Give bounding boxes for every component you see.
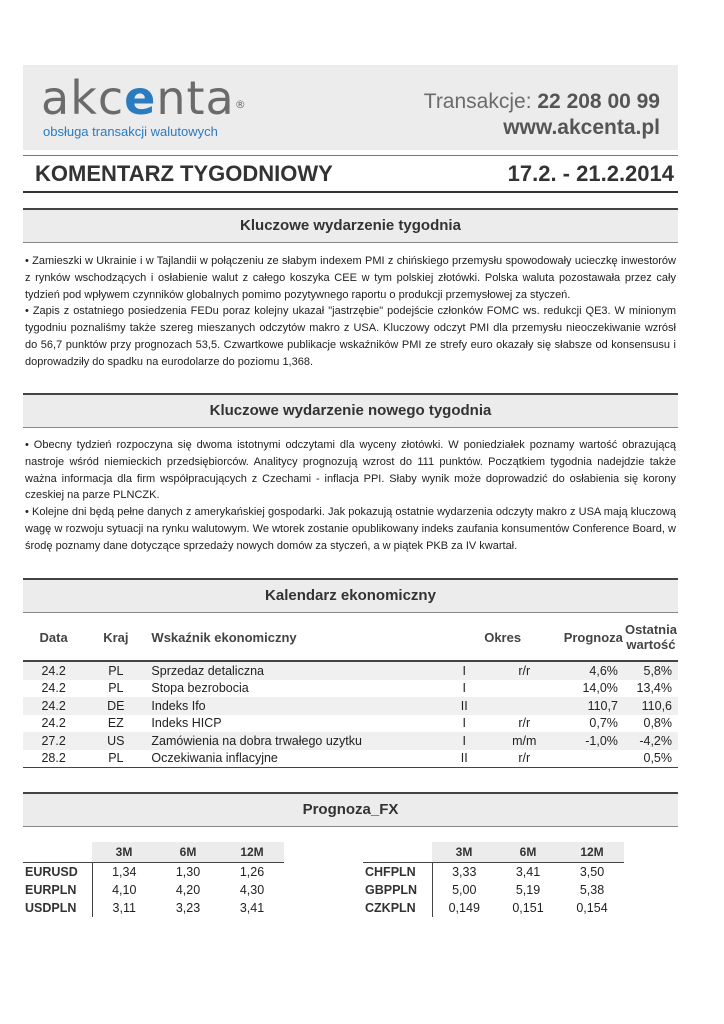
cell-last: 5,8% [624, 661, 678, 680]
forecast-value: 4,20 [175, 883, 201, 897]
week-events-text [25, 253, 676, 371]
cell-last: 13,4% [636, 681, 672, 696]
cell-country: US [84, 732, 147, 750]
col-header-3m: 3M [432, 842, 496, 863]
paragraph: • Kolejne dni będą pełne danych z amerykańskiej gospodarki. Jak pokazują ostatnie wydarzenia odczyty makro z USA mają kluczową wagę w rozwoju sytuacji na rynku walutowym. We wtorek zostanie opublikowany indeks zaufania konsumentów Conference Board, w środę poznamy dane dotyczące sprzedaży nowych domów za styczeń, a w piątek PKB za IV kwartał. [25, 506, 676, 552]
fx-forecast-table-left [23, 842, 284, 917]
cell-forecast: -1,0% [563, 732, 624, 750]
currency-pair: EURPLN [25, 883, 77, 897]
cell-forecast: 14,0% [582, 681, 618, 696]
cell-date: 24.2 [41, 681, 66, 696]
table-row [23, 863, 284, 882]
table-row [363, 881, 624, 899]
forecast-value: 5,19 [515, 883, 541, 897]
phone-label: Transakcje: [423, 90, 532, 113]
col-header-6m: 6M [156, 842, 220, 863]
paragraph: • Zapis z ostatniego posiedzenia FEDu poraz kolejny ukazał "jastrzębie" podejście członków FOMC ws. redukcji QE3. W minionym tygodniu poznaliśmy także szereg mieszanych odczytów makro z USA. Kluczowy odczyt PMI dla przemysłu nieoczekiwanie wzrósł do 56,7 punktów przy prognozach 53,5. Czwartkowe publikacje wskaźników PMI ze strefy euro okazały się słabsze od konsensusu i doprowadziły do spadku na eurodolarze do poziomu 1,368. [25, 305, 676, 368]
cell-country: DE [84, 697, 147, 715]
cell-basis: r/r [518, 716, 531, 731]
cell-last: 0,5% [624, 750, 678, 768]
col-header-last: Ostatnia wartość [624, 614, 678, 661]
table-row [23, 715, 678, 733]
paragraph: • Zamieszki w Ukrainie i w Tajlandii w połączeniu ze słabym indexem PMI z chińskiego przemysłu spowodowały ucieczkę inwestorów z rynków wschodzących i osłabienie walut z całego koszyka CEE w tym polskiej złotówki. Polska waluta pozostawała przez cały tydzień pod wpływem czynników globalnych pomimo pozytywnego raportu o produkcji przemysłowej za styczeń. [25, 255, 676, 301]
cell-period: I [462, 681, 466, 696]
contact-block [424, 90, 660, 140]
forecast-value: 4,10 [92, 881, 156, 899]
cell-forecast: 110,7 [563, 697, 624, 715]
cell-forecast: 0,7% [589, 716, 618, 731]
cell-indicator: Zamówienia na dobra trwałego uzytku [147, 732, 442, 750]
next-week-events-text [25, 437, 676, 555]
header-banner [23, 65, 678, 150]
cell-period: I [443, 732, 486, 750]
forecast-value: 1,30 [156, 863, 220, 882]
section-heading-week: Kluczowe wydarzenie tygodnia [23, 208, 678, 243]
forecast-value: 0,151 [512, 901, 544, 915]
forecast-value: 5,38 [579, 883, 605, 897]
currency-pair: GBPPLN [365, 883, 418, 897]
cell-indicator: Stopa bezrobocia [151, 681, 249, 696]
cell-period: I [462, 716, 466, 731]
table-row [23, 680, 678, 698]
col-header-forecast: Prognoza [563, 614, 624, 661]
cell-date: 24.2 [23, 661, 84, 680]
cell-last: -4,2% [624, 732, 678, 750]
cell-basis: r/r [486, 750, 563, 768]
section-heading-calendar: Kalendarz ekonomiczny [23, 578, 678, 613]
paragraph: • Obecny tydzień rozpoczyna się dwoma istotnymi odczytami dla wyceny złotówki. W poniedziałek poznamy wartość obrazującą nastroje wśród niemieckich przedsiębiorców. Analitycy prognozują wzrost do 111 punktów. Początkiem tygodnia nadejdzie także ważna informacja dla firm współpracujących z Czechami - inflacja PPI. Słaby wynik może doprowadzić do osłabienia się korony czeskiej na parze PLNCZK. [25, 439, 676, 502]
section-heading-fx: Prognoza_FX [23, 792, 678, 827]
cell-indicator: Indeks HICP [151, 716, 222, 731]
cell-last: 0,8% [643, 716, 672, 731]
forecast-value: 3,23 [175, 901, 201, 915]
col-header-period: Okres [443, 614, 563, 661]
cell-period: II [443, 697, 486, 715]
currency-pair: CZKPLN [365, 901, 416, 915]
cell-date: 24.2 [41, 716, 66, 731]
table-row [363, 899, 624, 917]
forecast-value: 1,34 [92, 863, 156, 882]
cell-period: II [443, 750, 486, 768]
logo-tagline: obsługa transakcji walutowych [43, 124, 218, 139]
col-header-date: Data [23, 614, 84, 661]
cell-basis [486, 680, 563, 698]
economic-calendar-table [23, 614, 678, 768]
cell-country: PL [108, 681, 124, 696]
forecast-value: 4,30 [239, 883, 265, 897]
akcenta-logo: akcenta® [41, 71, 246, 125]
table-row [363, 863, 624, 882]
fx-forecast-table-right [363, 842, 624, 917]
cell-last: 110,6 [624, 697, 678, 715]
cell-period: I [443, 661, 486, 680]
forecast-value: 5,00 [432, 881, 496, 899]
forecast-value: 3,41 [496, 863, 560, 882]
cell-basis [486, 697, 563, 715]
currency-pair: CHFPLN [363, 863, 432, 882]
col-header-12m: 12M [560, 842, 624, 863]
table-row [23, 697, 678, 715]
cell-basis: m/m [486, 732, 563, 750]
forecast-value: 0,149 [432, 899, 496, 917]
col-header-12m: 12M [220, 842, 284, 863]
website-link[interactable]: www.akcenta.pl [503, 116, 660, 139]
forecast-value: 3,11 [92, 899, 156, 917]
col-header-country: Kraj [84, 614, 147, 661]
forecast-value: 3,41 [239, 901, 265, 915]
table-row [23, 750, 678, 768]
cell-country: PL [84, 750, 147, 768]
table-row [23, 899, 284, 917]
cell-indicator: Sprzedaz detaliczna [147, 661, 442, 680]
cell-date: 27.2 [23, 732, 84, 750]
forecast-value: 1,26 [220, 863, 284, 882]
forecast-value: 3,50 [560, 863, 624, 882]
cell-forecast: 4,6% [563, 661, 624, 680]
col-header-6m: 6M [496, 842, 560, 863]
cell-country: PL [84, 661, 147, 680]
cell-indicator: Oczekiwania inflacyjne [147, 750, 442, 768]
cell-date: 28.2 [23, 750, 84, 768]
phone-number: 22 208 00 99 [537, 90, 660, 113]
table-row [23, 661, 678, 680]
title-bar [23, 155, 678, 193]
currency-pair: USDPLN [25, 901, 77, 915]
currency-pair: EURUSD [23, 863, 92, 882]
date-range: 17.2. - 21.2.2014 [507, 161, 674, 186]
cell-indicator: Indeks Ifo [147, 697, 442, 715]
table-row [23, 732, 678, 750]
cell-basis: r/r [486, 661, 563, 680]
col-header-indicator: Wskaźnik ekonomiczny [147, 614, 442, 661]
cell-date: 24.2 [23, 697, 84, 715]
col-header-3m: 3M [92, 842, 156, 863]
table-row [23, 881, 284, 899]
forecast-value: 3,33 [432, 863, 496, 882]
page-title: KOMENTARZ TYGODNIOWY [35, 161, 333, 186]
section-heading-next-week: Kluczowe wydarzenie nowego tygodnia [23, 393, 678, 428]
cell-forecast [563, 750, 624, 768]
forecast-value: 0,154 [576, 901, 608, 915]
cell-country: EZ [107, 716, 124, 731]
